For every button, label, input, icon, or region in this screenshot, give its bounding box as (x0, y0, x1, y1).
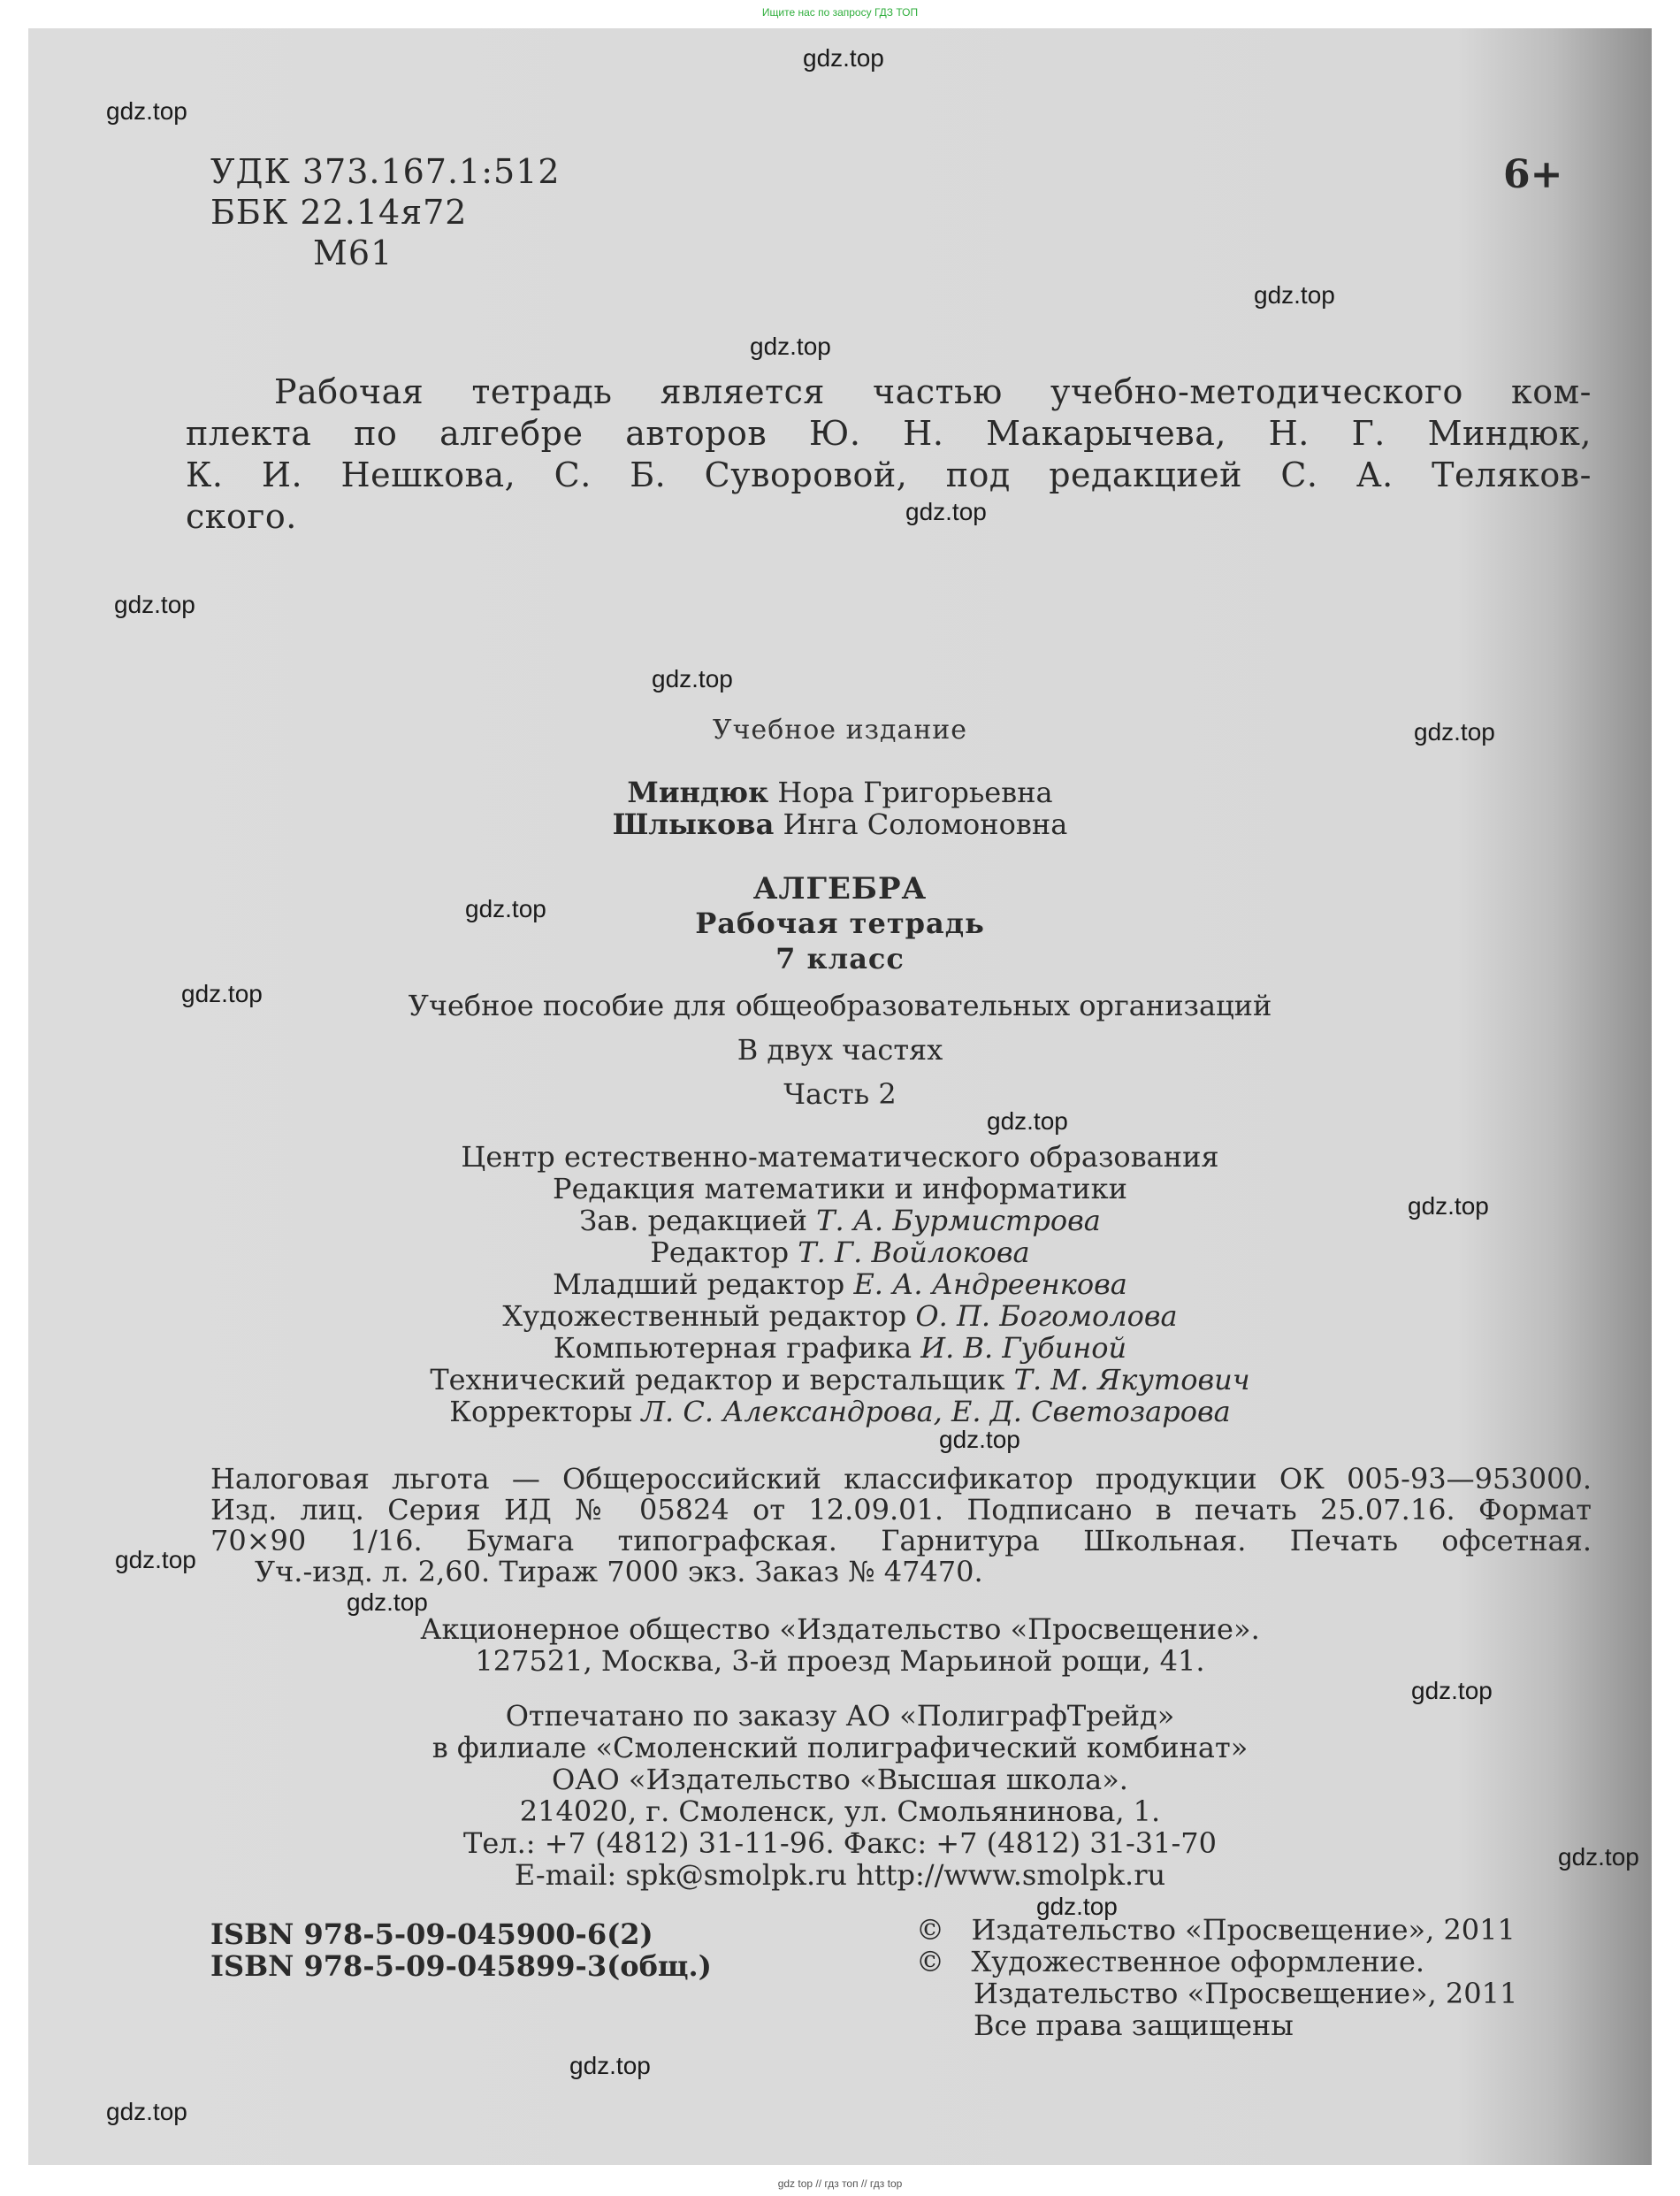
watermark: gdz.top (115, 1546, 196, 1573)
watermark: gdz.top (1558, 1843, 1639, 1871)
printer-line: Тел.: +7 (4812) 31-11-96. Факс: +7 (4812) 31-31-70 (463, 1826, 1217, 1860)
watermark: gdz.top (987, 1107, 1068, 1135)
watermark: gdz.top (106, 2098, 187, 2125)
author-2 (28, 807, 1652, 841)
author-2-name: Инга Соломоновна (783, 807, 1068, 841)
credit-dept: Редакция математики и информатики (553, 1172, 1127, 1205)
credit-label: Редактор (650, 1236, 790, 1269)
watermark: gdz.top (569, 2052, 651, 2079)
author-1-surname: Миндюк (627, 776, 769, 809)
printer-line: Отпечатано по заказу АО «ПолиграфТрейд» (505, 1699, 1175, 1733)
credit-label: Художественный редактор (502, 1299, 907, 1333)
author-mark: М61 (313, 233, 393, 272)
intro-line: ского. (186, 497, 297, 536)
credit-name: Т. А. Бурмистрова (816, 1204, 1101, 1237)
printer-line: в филиале «Смоленский полиграфический комбинат» (431, 1731, 1249, 1764)
printer-line: E-mail: spk@smolpk.ru http://www.smolpk.ru (514, 1858, 1166, 1892)
copyright-text: Издательство «Просвещение», 2011 (971, 1913, 1516, 1947)
credit-editor (28, 1236, 1652, 1268)
parts-count: В двух частях (737, 1033, 943, 1067)
isbn-set: ISBN 978-5-09-045899-3(общ.) (210, 1949, 712, 1983)
credit-label: Компьютерная графика (553, 1331, 913, 1365)
watermark: gdz.top (905, 498, 987, 525)
footer-links[interactable] (0, 2171, 1680, 2196)
imprint-line: 70×90 1/16. Бумага типографская. Гарнитура Школьная. Печать офсетная. (210, 1524, 1592, 1557)
book-title: АЛГЕБРА (752, 871, 928, 907)
intro-paragraph (186, 371, 1592, 538)
imprint-block (210, 1464, 1592, 1588)
copyright-symbol: © (916, 1945, 944, 1978)
book-subtitle: Рабочая тетрадь (695, 907, 985, 940)
author-1 (28, 776, 1652, 809)
watermark: gdz.top (939, 1426, 1020, 1453)
intro-line: Рабочая тетрадь является частью учебно-методического ком- (274, 372, 1592, 411)
author-2-surname: Шлыкова (612, 807, 775, 841)
copyright-text: Художественное оформление. (971, 1945, 1425, 1978)
watermark: gdz.top (347, 1588, 428, 1616)
watermark: gdz.top (750, 333, 831, 360)
edition-type: Учебное издание (712, 715, 968, 746)
part-number: Часть 2 (783, 1077, 897, 1111)
watermark: gdz.top (803, 44, 884, 72)
credit-name: Т. М. Якутович (1013, 1363, 1250, 1396)
credit-name: Е. А. Андреенкова (853, 1267, 1127, 1301)
credit-tech (28, 1364, 1652, 1396)
printer-line: 214020, г. Смоленск, ул. Смольянинова, 1. (519, 1794, 1161, 1828)
copyright-2 (916, 1946, 1517, 1978)
credit-label: Младший редактор (553, 1267, 845, 1301)
copyright-1 (916, 1914, 1517, 1946)
author-1-name: Нора Григорьевна (777, 776, 1053, 809)
purpose: Учебное пособие для общеобразовательных организаций (408, 989, 1272, 1022)
isbn-part: ISBN 978-5-09-045900-6(2) (210, 1917, 653, 1951)
scanned-page (28, 28, 1652, 2165)
watermark: gdz.top (1254, 281, 1335, 309)
watermark: gdz.top (465, 895, 546, 922)
watermark: gdz.top (1414, 718, 1495, 746)
credit-name: Л. С. Александрова, Е. Д. Светозарова (641, 1395, 1231, 1428)
imprint-line: Налоговая льгота — Общероссийский классификатор продукции ОК 005-93—953000. (210, 1462, 1592, 1496)
credit-name: Т. Г. Войлокова (798, 1236, 1030, 1269)
watermark: gdz.top (1036, 1893, 1118, 1920)
udk-code: УДК 373.167.1:512 (210, 152, 561, 191)
printer-line: ОАО «Издательство «Высшая школа». (552, 1763, 1128, 1796)
credit-center: Центр естественно-математического образования (461, 1140, 1219, 1174)
watermark: gdz.top (1411, 1677, 1493, 1704)
imprint-line: Уч.-изд. л. 2,60. Тираж 7000 экз. Заказ № 47470. (255, 1555, 983, 1588)
credit-label: Технический редактор и верстальщик (430, 1363, 1005, 1396)
intro-line: К. И. Нешкова, С. Б. Суворовой, под редакцией С. А. Теляков- (186, 455, 1592, 494)
publisher-address: 127521, Москва, 3-й проезд Марьиной рощи, 41. (475, 1644, 1205, 1678)
credit-head (28, 1205, 1652, 1236)
publisher-name: Акционерное общество «Издательство «Просвещение». (420, 1612, 1260, 1646)
intro-line: плекта по алгебре авторов Ю. Н. Макарычева, Н. Г. Миндюк, (186, 414, 1592, 453)
publisher-block (28, 1613, 1652, 1677)
watermark: gdz.top (114, 591, 195, 618)
rights-reserved: Все права защищены (974, 2009, 1294, 2042)
show-through-ghost (921, 143, 1540, 249)
footer-links-text[interactable]: gdz top // гдз топ // гдз top (777, 2177, 903, 2190)
credit-label: Зав. редакцией (579, 1204, 807, 1237)
printer-block (28, 1700, 1652, 1891)
bbk-code: ББК 22.14я72 (210, 193, 468, 232)
watermark: gdz.top (106, 97, 187, 125)
credit-art (28, 1300, 1652, 1332)
banner-text[interactable]: Ищите нас по запросу ГДЗ ТОП (761, 6, 919, 19)
credit-label: Корректоры (449, 1395, 633, 1428)
credit-graphics (28, 1332, 1652, 1364)
credit-name: И. В. Губиной (920, 1331, 1127, 1365)
watermark: gdz.top (181, 980, 263, 1007)
imprint-line: Изд. лиц. Серия ИД № 05824 от 12.09.01. Подписано в печать 25.07.16. Формат (210, 1493, 1592, 1526)
grade: 7 класс (775, 942, 905, 976)
credits-block (28, 1141, 1652, 1427)
watermark: gdz.top (1408, 1192, 1489, 1220)
credit-junior (28, 1268, 1652, 1300)
watermark: gdz.top (652, 665, 733, 692)
search-banner[interactable] (0, 0, 1680, 27)
credit-proof (28, 1396, 1652, 1427)
copyright-symbol: © (916, 1913, 944, 1947)
copyright-text: Издательство «Просвещение», 2011 (974, 1977, 1518, 2010)
credit-name: О. П. Богомолова (915, 1299, 1178, 1333)
age-rating: 6+ (1503, 152, 1563, 197)
copyright-block (916, 1914, 1517, 2041)
